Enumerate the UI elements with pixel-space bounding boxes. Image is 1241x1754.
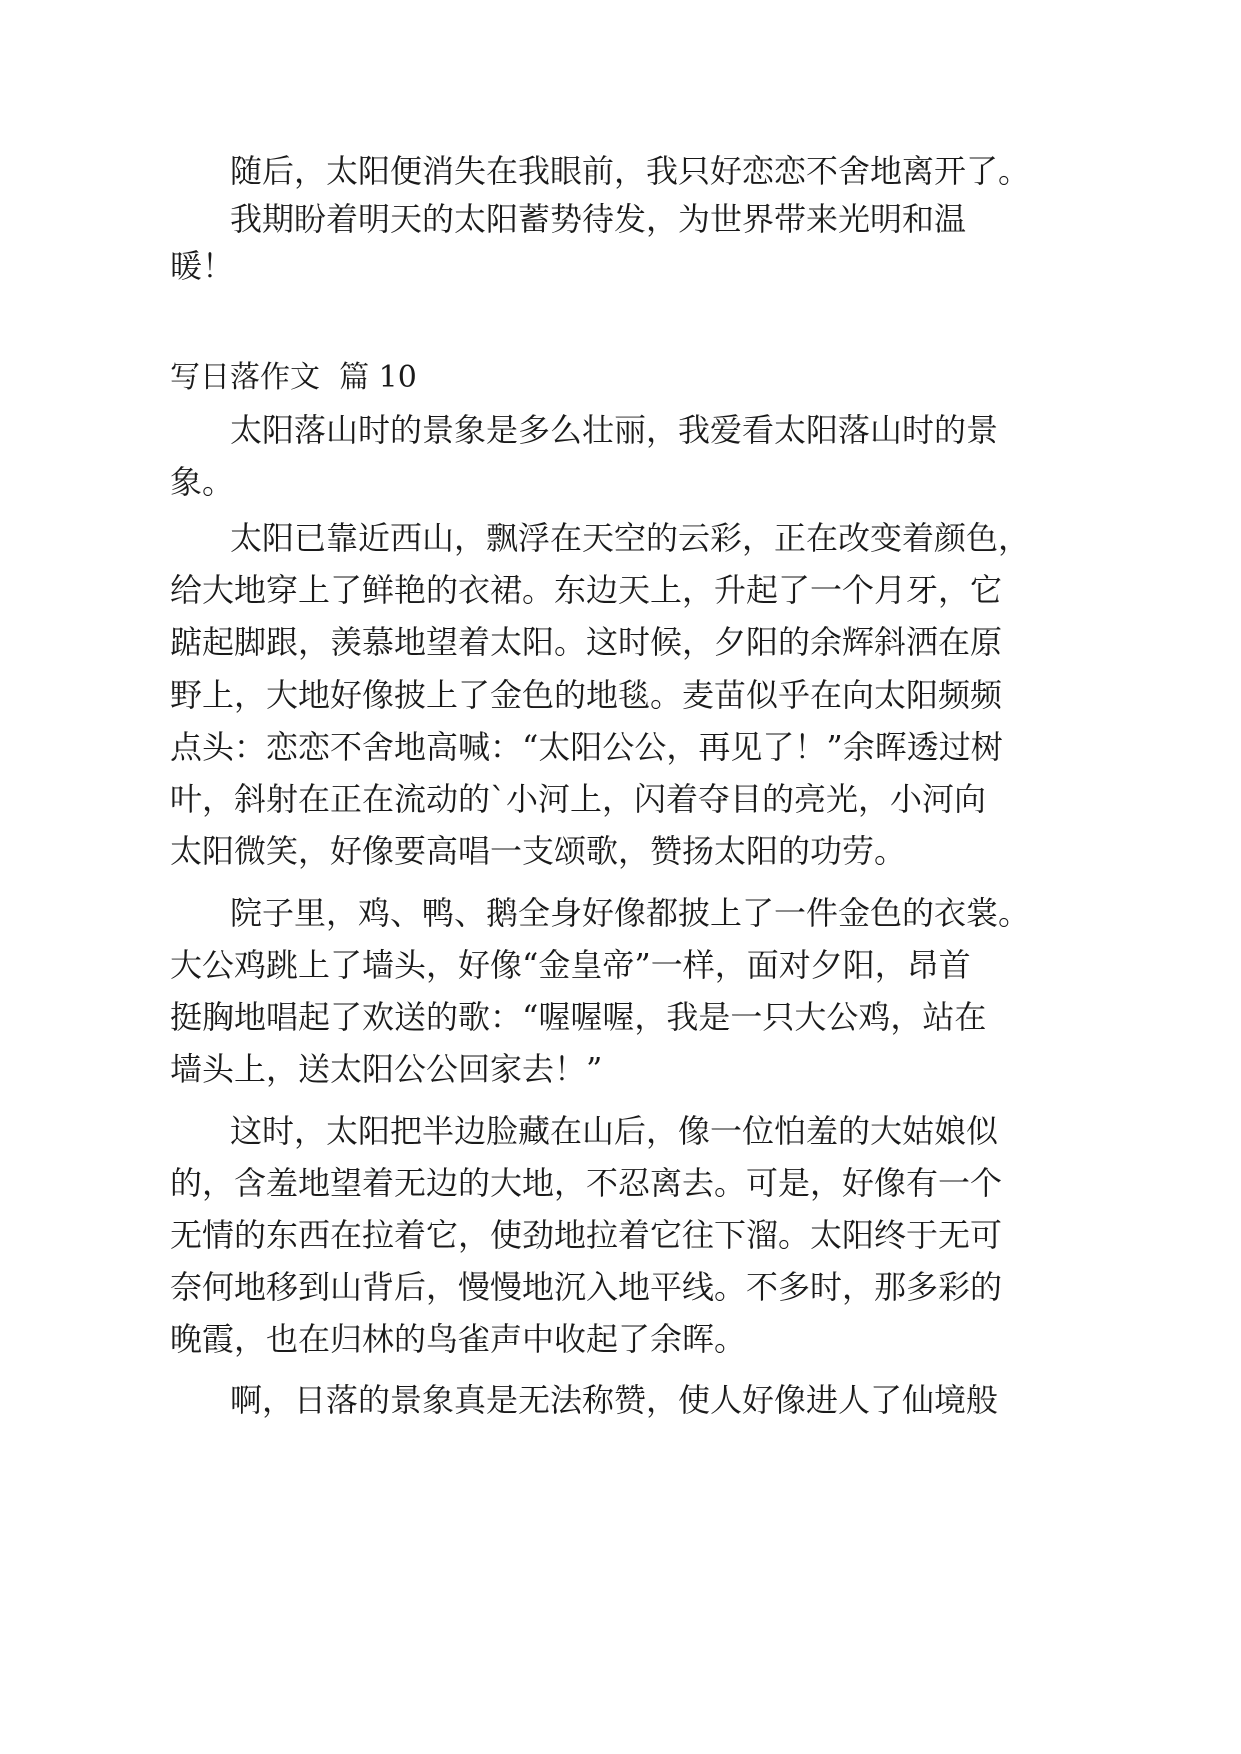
text-line: 挺胸地唱起了欢送的歌：“喔喔喔，我是一只大公鸡，站在: [170, 998, 987, 1036]
text-line: 大公鸡跳上了墙头，好像“金皇帝”一样，面对夕阳，昂首: [170, 946, 971, 984]
text-line: 我期盼着明天的太阳蓄势待发，为世界带来光明和温: [230, 200, 967, 238]
text-line: 暖！: [170, 247, 235, 285]
text-line: 太阳已靠近西山，飘浮在天空的云彩，正在改变着颜色，: [230, 519, 1031, 557]
text-line: 墙头上，送太阳公公回家去！”: [170, 1050, 603, 1088]
text-line: 给大地穿上了鲜艳的衣裙。东边天上，升起了一个月牙，它: [170, 571, 1003, 609]
text-line: 这时，太阳把半边脸藏在山后，像一位怕羞的大姑娘似: [230, 1112, 999, 1150]
text-line: 踮起脚跟，羡慕地望着太阳。这时候，夕阳的余辉斜洒在原: [170, 623, 1003, 661]
text-line: 点头：恋恋不舍地高喊：“太阳公公，再见了！”余晖透过树: [170, 728, 1003, 766]
text-line: 晚霞，也在归林的鸟雀声中收起了余晖。: [170, 1320, 747, 1358]
text-line: 太阳落山时的景象是多么壮丽，我爱看太阳落山时的景: [230, 411, 999, 449]
text-line: 院子里，鸡、鸭、鹅全身好像都披上了一件金色的衣裳。: [230, 894, 1031, 932]
text-line: 随后，太阳便消失在我眼前，我只好恋恋不舍地离开了。: [230, 152, 1031, 190]
text-line: 奈何地移到山背后，慢慢地沉入地平线。不多时，那多彩的: [170, 1268, 1003, 1306]
text-line: 野上，大地好像披上了金色的地毯。麦苗似乎在向太阳频频: [170, 676, 1003, 714]
text-line: 无情的东西在拉着它，使劲地拉着它往下溜。太阳终于无可: [170, 1216, 1003, 1254]
text-line: 太阳微笑，好像要高唱一支颂歌，赞扬太阳的功劳。: [170, 832, 907, 870]
text-line: 的，含羞地望着无边的大地，不忍离去。可是，好像有一个: [170, 1164, 1003, 1202]
text-line: 叶，斜射在正在流动的`小河上，闪着夺目的亮光，小河向: [170, 780, 987, 818]
text-line: 象。: [170, 463, 235, 501]
section-heading: 写日落作文 篇 10: [170, 360, 417, 395]
text-line: 啊，日落的景象真是无法称赞，使人好像进人了仙境般: [230, 1381, 999, 1419]
